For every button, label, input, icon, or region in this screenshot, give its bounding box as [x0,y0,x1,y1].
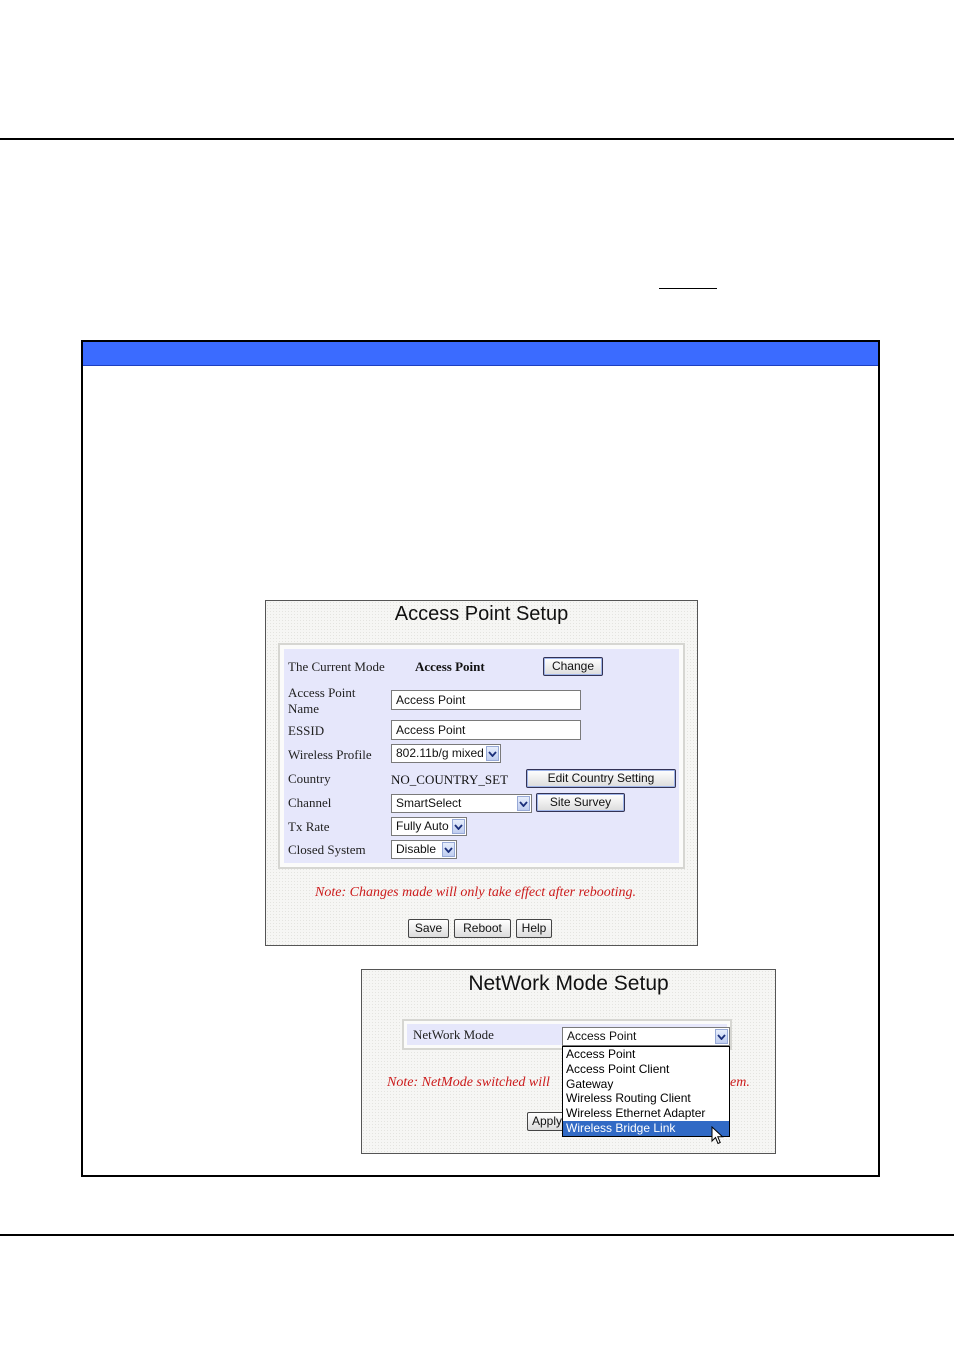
ap-name-label: Access Point Name [288,685,356,716]
ap-name-input[interactable]: Access Point [391,690,581,710]
save-button[interactable]: Save [408,919,449,938]
chevron-down-icon[interactable] [517,796,530,811]
chevron-down-icon[interactable] [442,842,455,857]
netmode-note-right: em. [730,1075,750,1090]
underline-mark [659,288,717,289]
dropdown-option[interactable]: Wireless Ethernet Adapter [566,1106,706,1121]
reboot-button[interactable]: Reboot [454,919,511,938]
reboot-note: Note: Changes made will only take effect after rebooting. [315,885,637,900]
country-label: Country [288,771,331,786]
channel-label: Channel [288,795,332,810]
help-button[interactable]: Help [516,919,552,938]
dropdown-option[interactable]: Access Point Client [566,1061,670,1076]
wireless-profile-label: Wireless Profile [288,747,372,762]
dropdown-option[interactable]: Wireless Routing Client [566,1091,691,1106]
chevron-down-icon[interactable] [715,1029,728,1044]
apply-button[interactable]: Apply [527,1112,577,1131]
dropdown-option-selected[interactable]: Wireless Bridge Link [563,1121,729,1136]
tx-rate-label: Tx Rate [288,819,330,834]
channel-value: SmartSelect [396,796,462,810]
edit-country-setting-button[interactable]: Edit Country Setting [526,769,676,788]
wireless-profile-select[interactable] [391,744,501,763]
network-mode-label: NetWork Mode [413,1027,494,1042]
network-mode-value: Access Point [567,1029,637,1043]
closed-system-select[interactable] [391,840,457,859]
bottom-rule [0,1234,954,1236]
essid-label: ESSID [288,723,325,738]
access-point-setup-panel [265,600,698,946]
current-mode-label: The Current Mode [288,659,385,674]
top-rule [0,138,954,140]
dropdown-option[interactable]: Gateway [566,1076,614,1091]
closed-system-label: Closed System [288,842,366,857]
chevron-down-icon[interactable] [486,746,499,761]
network-mode-setup-title: NetWork Mode Setup [468,972,669,995]
closed-system-value: Disable [396,842,437,856]
ap-form-body [284,649,679,863]
network-mode-dropdown-list[interactable] [562,1046,730,1137]
current-mode-value: Access Point [415,659,485,674]
figure-title-bar [83,342,878,366]
essid-input[interactable]: Access Point [391,720,581,740]
wireless-profile-value: 802.11b/g mixed [396,746,484,760]
netmode-note-left: Note: NetMode switched will [387,1075,550,1090]
chevron-down-icon[interactable] [452,819,465,834]
change-button[interactable]: Change [543,657,603,676]
mouse-pointer-icon [711,1126,725,1151]
access-point-setup-title: Access Point Setup [394,603,569,625]
channel-select[interactable] [391,794,532,813]
tx-rate-select[interactable] [391,817,467,836]
site-survey-button[interactable]: Site Survey [536,793,625,812]
ap-form-frame [278,643,685,869]
tx-rate-value: Fully Auto [396,819,449,833]
network-mode-select[interactable] [562,1027,730,1046]
country-value: NO_COUNTRY_SET [391,772,509,787]
dropdown-option[interactable]: Access Point [566,1047,636,1061]
